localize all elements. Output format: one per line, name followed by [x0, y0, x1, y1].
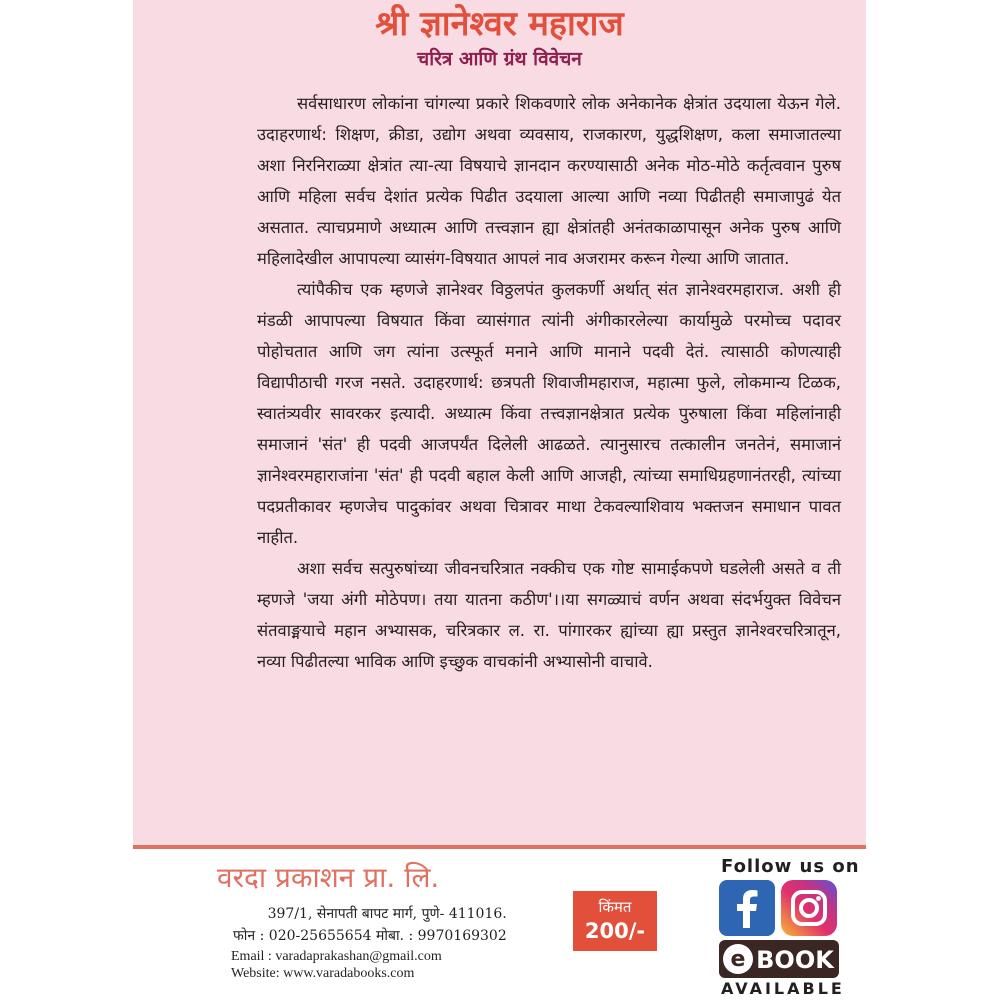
- address-line: 397/1, सेनापती बापट मार्ग, पुणे- 411016.: [267, 906, 507, 922]
- price-label: किंमत: [598, 898, 632, 916]
- book-title: श्री ज्ञानेश्वर महाराज: [375, 4, 624, 44]
- ebook-label: BOOK: [756, 946, 834, 974]
- price-badge: [573, 891, 657, 951]
- book-subtitle: चरित्र आणि ग्रंथ विवेचन: [417, 48, 582, 70]
- footer-divider: [133, 845, 866, 849]
- website-line[interactable]: Website: www.varadabooks.com: [231, 966, 415, 981]
- price-value: 200/-: [584, 919, 646, 943]
- blurb-text: [257, 88, 841, 677]
- facebook-icon[interactable]: [719, 880, 775, 936]
- email-line[interactable]: Email : varadaprakashan@gmail.com: [231, 949, 442, 964]
- blurb-paragraph-3: अशा सर्वच सत्पुरुषांच्या जीवनचरित्रात नक्कीच एक गोष्ट सामाईकपणे घडलेली असते व ती म्हणजे 'जया अंगी मोठेपण। तया यातना कठीण'।।या सगळ्याचं वर्णन अथवा संदर्भयुक्त विवेचन संतवाङ्मयाचे महान अभ्यासक, चरित्रकार ल. रा. पांगारकर ह्यांच्या ह्या प्रस्तुत ज्ञानेश्वरचरित्रातून, नव्या पिढीतल्या भाविक आणि इच्छुक वाचकांनी अभ्यासोनी वाचावे.: [257, 559, 841, 671]
- publisher-name: वरदा प्रकाशन प्रा. लि.: [217, 861, 440, 894]
- blurb-paragraph-1: सर्वसाधारण लोकांना चांगल्या प्रकारे शिकवणारे लोक अनेकानेक क्षेत्रांत उदयाला येऊन गेले. उदाहरणार्थ: शिक्षण, क्रीडा, उद्योग अथवा व्यवसाय, राजकारण, युद्धशिक्षण, कला समाजातल्या अशा निरनिराळ्या क्षेत्रांत त्या-त्या विषयाचे ज्ञानदान करण्यासाठी अनेक मोठ-मोठे कर्तृत्ववान पुरुष आणि महिला सर्वच देशांत प्रत्येक पिढीत उदयाला आल्या आणि नव्या पिढीतही समाजापुढं येत असतात. त्याचप्रमाणे अध्यात्म आणि तत्त्वज्ञान ह्या क्षेत्रांतही अनंतकाळापासून अनेक पुरुष आणि महिलादेखील आपापल्या व्यासंग-विषयात आपलं नाव अजरामर करून गेल्या आणि जातात.: [257, 94, 841, 268]
- facebook-glyph: [719, 880, 775, 936]
- content-panel: [133, 0, 866, 845]
- ebook-icon[interactable]: [719, 940, 839, 978]
- svg-text:e: e: [730, 947, 746, 972]
- ebook-glyph: [719, 940, 839, 978]
- book-back-cover: [133, 0, 866, 1000]
- phone-line: फोन : 020-25655654 मोबा. : 9970169302: [233, 928, 507, 944]
- available-label: AVAILABLE: [721, 979, 845, 998]
- instagram-glyph: [781, 880, 837, 936]
- instagram-icon[interactable]: [781, 880, 837, 936]
- publisher-address: [233, 903, 507, 947]
- publisher-contact: [231, 948, 442, 982]
- blurb-paragraph-2: त्यांपैकीच एक म्हणजे ज्ञानेश्वर विठ्ठलपंत कुलकर्णी अर्थात् संत ज्ञानेश्वरमहाराज. अशी ही मंडळी आपापल्या विषयात किंवा व्यासंगात त्यांनी अंगीकारलेल्या कार्यामुळे परमोच्च पदावर पोहोचतात आणि जग त्यांना उत्स्फूर्त मनाने आणि मानाने पदवी देतं. त्यासाठी कोणत्याही विद्यापीठाची गरज नसते. उदाहरणार्थ: छत्रपती शिवाजीमहाराज, महात्मा फुले, लोकमान्य टिळक, स्वातंत्र्यवीर सावरकर इत्यादी. अध्यात्म किंवा तत्त्वज्ञानक्षेत्रात प्रत्येक पुरुषाला किंवा महिलांनाही समाजानं 'संत' ही पदवी आजपर्यंत दिलेली आढळते. त्यानुसारच तत्कालीन जनतेनं, समाजानं ज्ञानेश्वरमहाराजांना 'संत' ही पदवी बहाल केली आणि आजही, त्यांच्या समाधिग्रहणानंतरही, त्यांच्या पदप्रतीकावर म्हणजेच पादुकांवर अथवा चित्रावर माथा टेकवल्याशिवाय भक्तजन समाधान पावत नाहीत.: [257, 280, 841, 547]
- follow-us-label: Follow us on: [721, 856, 860, 877]
